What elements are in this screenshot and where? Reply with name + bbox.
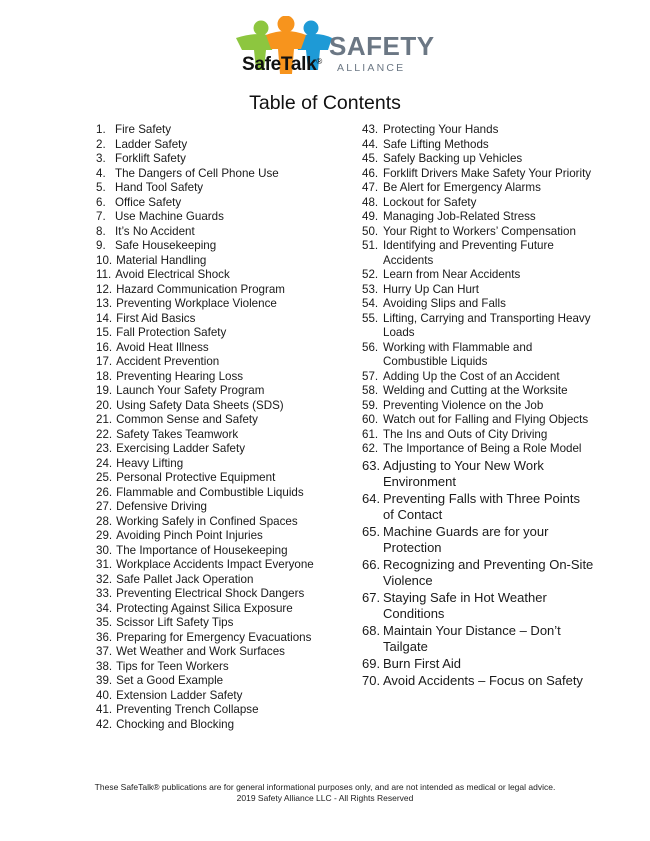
toc-item-title: Welding and Cutting at the Worksite [383,384,568,397]
toc-item-title: Maintain Your Distance – Don’t Tailgate [383,623,561,655]
toc-item-title: Safely Backing up Vehicles [383,152,523,165]
toc-item-title: Exercising Ladder Safety [116,442,246,455]
toc-item [96,558,336,573]
toc-item [362,384,594,399]
toc-item-number: 43. [362,123,379,136]
toc-item-number: 15. [96,326,113,339]
toc-item-number: 33. [96,587,113,600]
footer [0,782,650,804]
toc-item [96,587,336,602]
toc-item-title: Safe Pallet Jack Operation [116,572,254,586]
toc-item-number: 52. [362,268,379,281]
toc-item [96,181,336,196]
toc-item-title: Safe Lifting Methods [383,137,489,151]
page-title: Table of Contents [249,92,401,114]
toc-item [96,703,336,718]
toc-item-title: First Aid Basics [116,311,196,325]
toc-item [96,529,336,544]
footer-disclaimer: These SafeTalk® publications are for general informational purposes only, and are not intended as medical or legal advice. [94,782,556,792]
toc-item [96,225,336,240]
toc-item-number: 40. [96,688,113,702]
toc-item [362,623,594,655]
toc-item-title: Avoiding Slips and Falls [383,297,506,310]
toc-item-title: Lockout for Safety [383,195,477,209]
toc-item [96,442,336,457]
toc-item-title: Launch Your Safety Program [116,384,265,397]
toc-item-title: Preventing Hearing Loss [116,369,244,383]
toc-item-number: 24. [96,456,113,470]
toc-item [362,239,594,268]
toc-item-number: 29. [96,529,113,542]
toc-item [362,557,594,589]
toc-item-number: 49. [362,210,379,223]
toc-item [96,515,336,530]
toc-item-number: 5. [96,181,106,194]
toc-item [362,167,594,182]
toc-item-title: The Ins and Outs of City Driving [383,427,548,441]
toc-item-number: 7. [96,210,106,223]
toc-item-number: 1. [96,123,106,136]
toc-item-title: Preventing Trench Collapse [116,703,259,716]
toc-item [96,312,336,327]
toc-item-title: Managing Job-Related Stress [383,210,536,223]
toc-item [362,225,594,240]
toc-item [362,413,594,428]
toc-item-number: 18. [96,369,113,383]
toc-item-title: Learn from Near Accidents [383,268,521,281]
toc-item [96,210,336,225]
toc-item [96,660,336,675]
toc-item-number: 13. [96,297,113,310]
toc-item-title: The Importance of Being a Role Model [383,442,582,455]
toc-item [96,283,336,298]
toc-item-title: Machine Guards are for your Protection [383,523,549,555]
toc-item [362,152,594,167]
toc-item-title: Common Sense and Safety [116,413,258,426]
toc-item-title: Safety Takes Teamwork [116,427,239,441]
toc-item-number: 42. [96,717,113,731]
toc-item-title: Identifying and Preventing Future Accidents [383,239,554,267]
toc-item-number: 51. [362,239,379,252]
toc-item-title: Preventing Violence on the Job [383,398,544,412]
toc-item [96,718,336,733]
toc-item [96,268,336,283]
toc-item-title: Working Safely in Confined Spaces [116,514,298,528]
toc-item [96,384,336,399]
toc-item-number: 39. [96,674,113,687]
toc-item [362,123,594,138]
toc-item-number: 27. [96,500,113,513]
toc-item-number: 2. [96,137,106,151]
toc-item [96,370,336,385]
toc-item-number: 69. [362,656,381,672]
toc-item-number: 17. [96,355,113,368]
toc-item-title: Safe Housekeeping [115,239,217,252]
toc-item [96,138,336,153]
toc-item-title: Your Right to Workers’ Compensation [383,224,576,238]
toc-item [96,239,336,254]
toc-item-title: Avoid Heat Illness [116,340,209,354]
toc-item-number: 23. [96,442,113,455]
toc-item-title: The Importance of Housekeeping [116,543,288,557]
toc-item-number: 66. [362,556,381,572]
toc-item [96,616,336,631]
toc-item-number: 26. [96,485,113,499]
toc-item [96,196,336,211]
toc-item-number: 70. [362,673,381,689]
toc-item [96,123,336,138]
toc-item-number: 3. [96,152,106,165]
toc-item [362,312,594,341]
toc-item-number: 58. [362,384,379,397]
toc-item-title: Tips for Teen Workers [116,659,229,673]
toc-item-title: Avoid Electrical Shock [115,268,230,281]
toc-item [96,631,336,646]
toc-item [362,524,594,556]
toc-item-number: 12. [96,282,113,296]
toc-item-title: Accident Prevention [116,355,220,368]
toc-item [96,399,336,414]
toc-item-number: 41. [96,703,113,716]
toc-item-number: 45. [362,152,379,165]
toc-item-number: 62. [362,442,379,455]
toc-item-number: 54. [362,297,379,310]
toc-item-title: Protecting Your Hands [383,123,499,136]
toc-item-title: Scissor Lift Safety Tips [116,616,234,629]
toc-item [96,674,336,689]
toc-item-number: 61. [362,427,379,441]
toc-item-title: Hand Tool Safety [115,181,204,194]
toc-item-number: 63. [362,457,381,473]
toc-item [96,413,336,428]
toc-item-number: 37. [96,645,113,658]
toc-item [362,297,594,312]
toc-item [96,544,336,559]
toc-item [96,573,336,588]
toc-item-title: Avoiding Pinch Point Injuries [116,529,263,542]
toc-item-title: Defensive Driving [116,500,207,513]
toc-item-title: Fire Safety [115,123,172,136]
toc-item-title: Preventing Falls with Three Points of Contact [383,490,581,522]
toc-item-number: 48. [362,195,379,209]
toc-item [362,268,594,283]
toc-item [362,399,594,414]
toc-item-title: Material Handling [116,253,207,267]
toc-item [96,297,336,312]
toc-item-title: Burn First Aid [383,656,462,672]
toc-item [362,442,594,457]
toc-item-number: 47. [362,181,379,194]
toc-item [96,341,336,356]
toc-item [96,152,336,167]
toc-item-title: Workplace Accidents Impact Everyone [116,558,314,571]
logo-alliance-text: ALLIANCE [337,62,406,74]
toc-item-number: 10. [96,253,113,267]
toc-item-title: Personal Protective Equipment [116,471,276,484]
logo-brand-text: SafeTalk® [242,54,322,75]
toc-item-number: 38. [96,659,113,673]
toc-left-column [96,123,336,732]
toc-item-title: Use Machine Guards [115,210,224,223]
toc-item-number: 46. [362,166,379,180]
toc-item-title: Fall Protection Safety [116,326,227,339]
toc-item-title: Preparing for Emergency Evacuations [116,630,312,644]
toc-item-number: 22. [96,427,113,441]
toc-item-title: Chocking and Blocking [116,717,235,731]
toc-item-number: 44. [362,137,379,151]
toc-item-number: 16. [96,340,113,354]
toc-item-number: 65. [362,523,381,539]
toc-item-title: Preventing Workplace Violence [116,297,277,310]
toc-item [96,645,336,660]
toc-item-title: Avoid Accidents – Focus on Safety [383,673,583,689]
toc-item [96,486,336,501]
toc-item-title: The Dangers of Cell Phone Use [115,166,279,180]
toc-item [362,458,594,490]
toc-item-number: 53. [362,282,379,296]
toc-item-number: 28. [96,514,113,528]
toc-item-number: 67. [362,589,381,605]
toc-item-number: 34. [96,601,113,615]
toc-item-number: 11. [96,268,112,281]
toc-item [96,457,336,472]
toc-item [96,254,336,269]
toc-item-title: Forklift Drivers Make Safety Your Priority [383,166,592,180]
toc-item-number: 56. [362,340,379,354]
toc-item-number: 60. [362,413,379,426]
toc-item-number: 4. [96,166,106,180]
toc-item-title: Staying Safe in Hot Weather Conditions [383,589,547,621]
toc-item-number: 6. [96,195,106,209]
toc-item-title: Using Safety Data Sheets (SDS) [116,398,284,412]
toc-item [362,196,594,211]
toc-item-title: Hurry Up Can Hurt [383,282,479,296]
toc-item [96,689,336,704]
toc-item-number: 64. [362,490,381,506]
toc-item-title: Recognizing and Preventing On-Site Violence [383,556,594,588]
toc-item-number: 57. [362,369,379,383]
toc-item-title: Ladder Safety [115,137,188,151]
toc-item-number: 25. [96,471,113,484]
toc-item [96,500,336,515]
toc-item-number: 50. [362,224,379,238]
toc-item-number: 8. [96,224,106,238]
toc-item-title: Office Safety [115,195,182,209]
toc-item-number: 32. [96,572,113,586]
toc-item-number: 31. [96,558,113,571]
toc-item-title: Be Alert for Emergency Alarms [383,181,541,194]
toc-item-number: 14. [96,311,113,325]
toc-item-number: 35. [96,616,113,629]
toc-item-title: Extension Ladder Safety [116,688,243,702]
toc-item [362,210,594,225]
toc-item-number: 21. [96,413,113,426]
toc-item-title: Working with Flammable and Combustible Liquids [383,340,533,368]
toc-item-number: 59. [362,398,379,412]
toc-item [362,673,594,689]
toc-item-title: Adding Up the Cost of an Accident [383,369,560,383]
logo [232,16,435,78]
toc-item [362,590,594,622]
toc-item-title: Heavy Lifting [116,456,184,470]
toc-item-number: 55. [362,311,379,325]
toc-item [96,326,336,341]
toc-item [362,138,594,153]
toc-item-number: 30. [96,543,113,557]
toc-item-number: 36. [96,630,113,644]
toc-item-title: Watch out for Falling and Flying Objects [383,413,589,426]
toc-item [96,355,336,370]
toc-item-number: 9. [96,239,106,252]
toc-item [96,428,336,443]
logo-safety-text: SAFETY [329,31,435,61]
toc-item [96,602,336,617]
toc-item [362,656,594,672]
toc-item [362,370,594,385]
toc-item-number: 68. [362,623,381,639]
toc-item-title: Flammable and Combustible Liquids [116,485,304,499]
toc-item-title: Lifting, Carrying and Transporting Heavy Loads [383,311,591,339]
toc-right-column [362,123,594,689]
toc-item-title: Adjusting to Your New Work Environment [383,457,544,489]
toc-item [362,283,594,298]
toc-item-number: 19. [96,384,113,397]
toc-item [362,491,594,523]
toc-item-title: Set a Good Example [116,674,224,687]
toc-item [362,428,594,443]
footer-copyright: 2019 Safety Alliance LLC - All Rights Reserved [236,793,414,803]
toc-item-title: Protecting Against Silica Exposure [116,601,293,615]
toc-item [362,341,594,370]
toc-item [362,181,594,196]
toc-item-title: Wet Weather and Work Surfaces [116,645,285,658]
toc-item-title: Preventing Electrical Shock Dangers [116,587,305,600]
toc-item-title: Hazard Communication Program [116,282,285,296]
toc-item [96,167,336,182]
toc-item-title: It’s No Accident [115,224,195,238]
toc-item [96,471,336,486]
toc-item-number: 20. [96,398,113,412]
toc-item-title: Forklift Safety [115,152,186,165]
